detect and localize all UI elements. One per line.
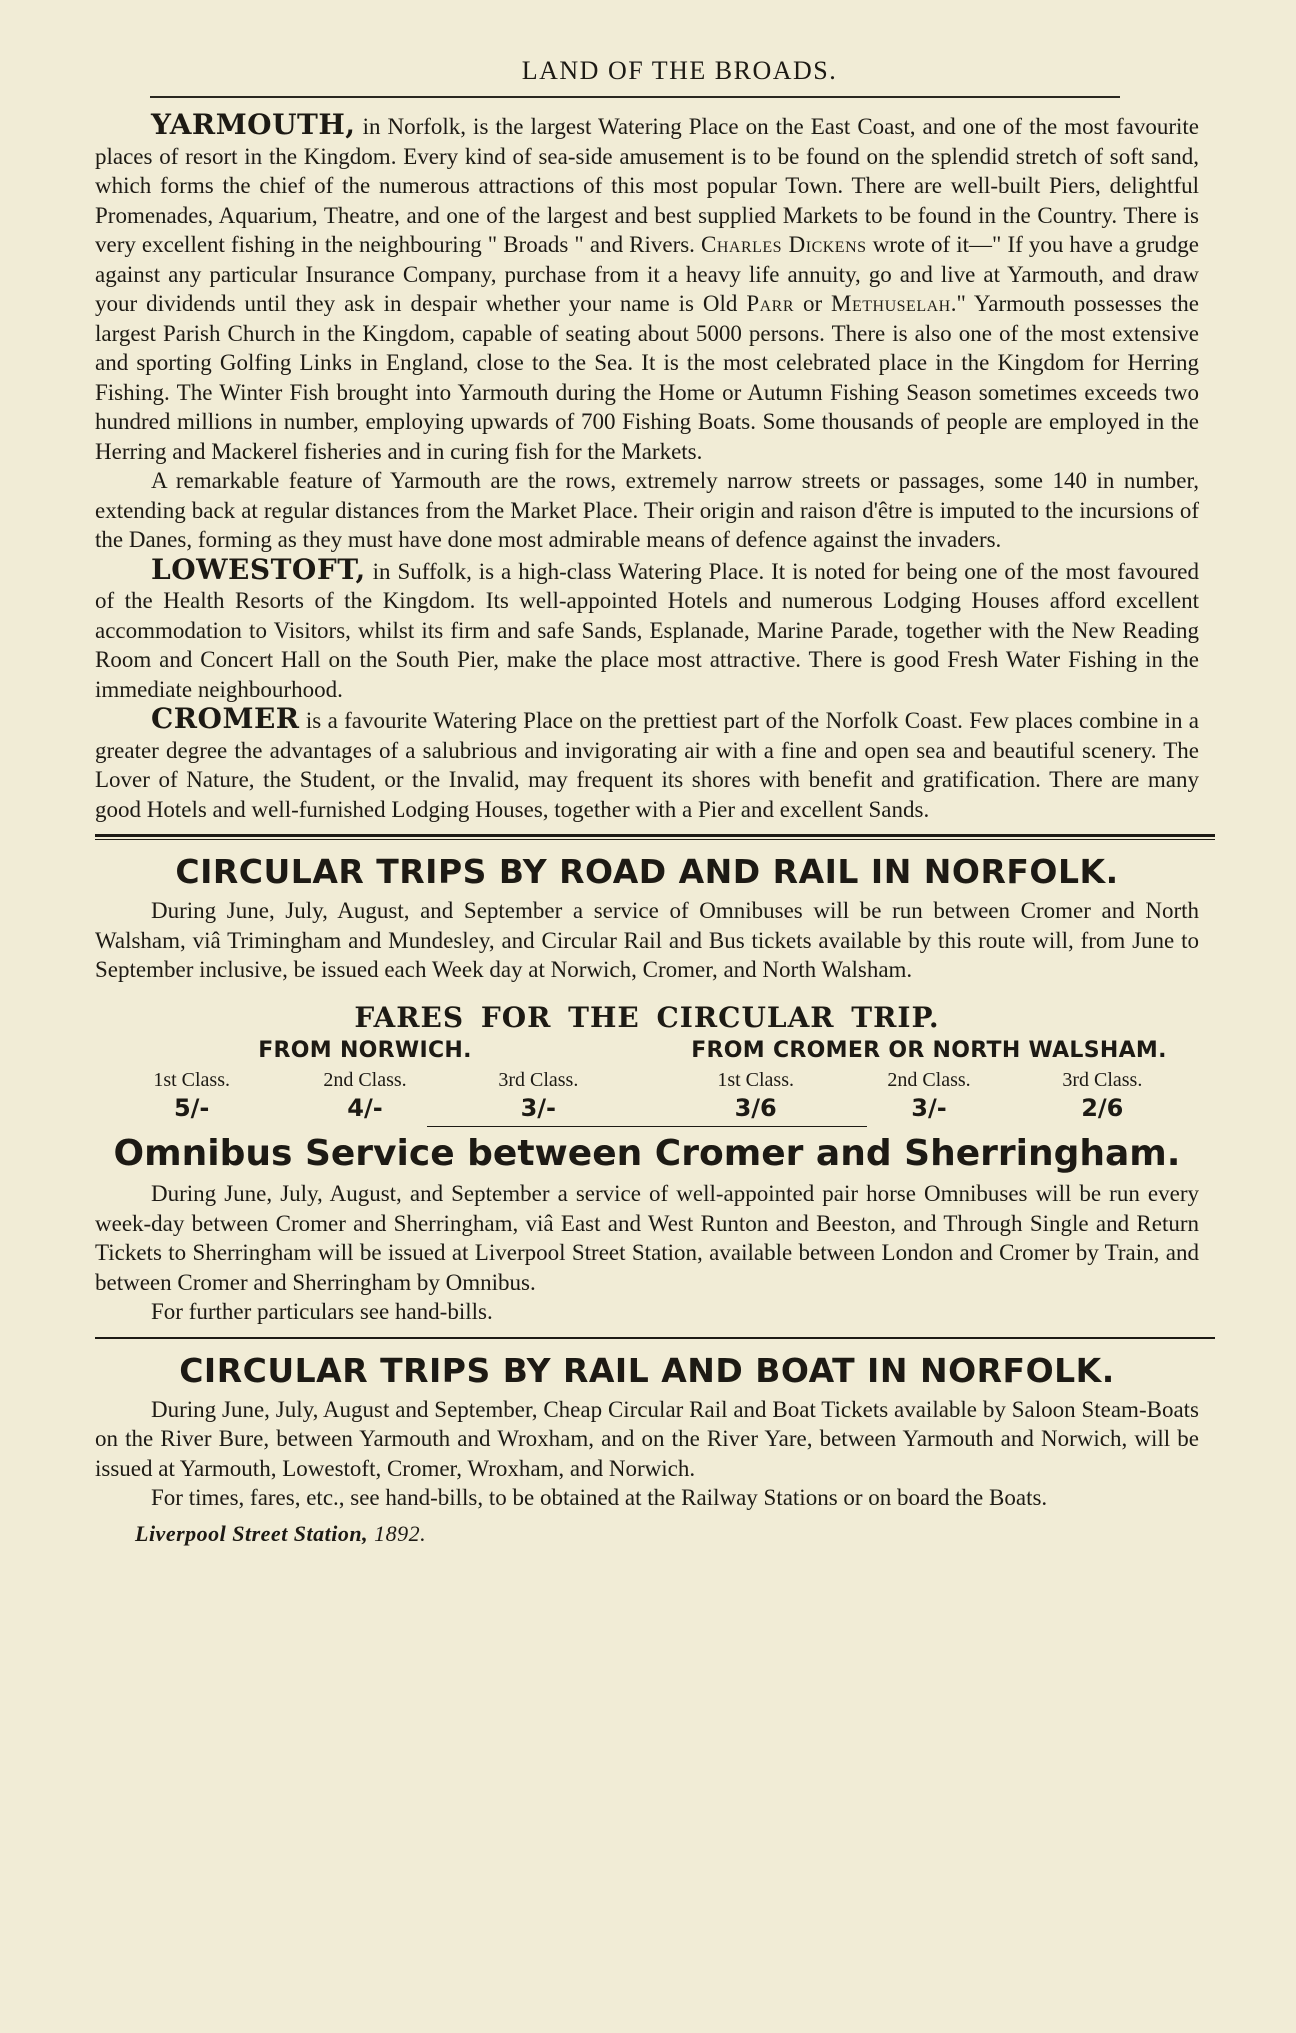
rail-boat-body: During June, July, August and September, Cheap Circular Rail and Boat Tickets available by Saloon Steam-Boats on the River Bure, between Yarmouth and Wroxham, and on the River Yare, between Yarmouth and Norwich, will be issued at Yarmouth, Lowestoft, Cromer, Wroxham, and Norwich. (95, 1396, 1199, 1481)
fare-price: 4/- (347, 1093, 383, 1122)
fare-price: 3/- (520, 1093, 557, 1122)
fare-origin-norwich: FROM NORWICH. (258, 1037, 472, 1063)
yarmouth-rows-paragraph: A remarkable feature of Yarmouth are the rows, extremely narrow streets or passages, some 140 in number, extending back at regular distances from the Market Place. Their origin and raison d'être is imputed to the incursions of the Danes, forming as they must have done most admirable means of defence against the invaders. (95, 468, 1199, 552)
class-label: 1st Class. (717, 1068, 794, 1091)
fare-cell (1022, 1069, 1182, 1122)
name-methuselah: Methuselah (831, 291, 951, 316)
yarmouth-text-4: ." Yarmouth possesses the largest Parish Church in the Kingdom, capable of seating about 5000 persons. There is also one of the most extensive and sporting Golfing Links in England, close to the Sea. It is the most celebrated place in the Kingdom for Herring Fishing. The Winter Fish brought into Yarmouth during the Home or Autumn Fishing Season sometimes exceeds two hundred millions in number, employing upwards of 700 Fishing Boats. Some thousands of people are employed in the Herring and Mackerel fisheries and in curing fish for the Markets. (95, 291, 1200, 464)
section-divider (95, 1337, 1215, 1339)
header-rule (150, 96, 1120, 98)
fares-table (95, 1038, 1199, 1122)
signature (135, 1521, 1199, 1547)
yarmouth-paragraph (95, 110, 1199, 466)
signature-year: 1892. (374, 1520, 427, 1546)
running-head: LAND OF THE BROADS. (521, 56, 838, 85)
fares-from-cromer (669, 1038, 1189, 1122)
cromer-paragraph (95, 704, 1199, 824)
lowestoft-text: in Suffolk, is a high-class Watering Place. It is noted for being one of the most favoured of the Health Resorts of the Kingdom. Its well-appointed Hotels and numerous Lodging Houses afford excellent accommodation to Visitors, whilst its firm and safe Sands, Esplanade, Marine Parade, together with the New Reading Room and Concert Hall on the South Pier, make the place most attractive. There is good Fresh Water Fishing in the immediate neighbourhood. (95, 558, 1199, 702)
author-name: Charles Dickens (701, 232, 867, 257)
cromer-text: is a favourite Watering Place on the prettiest part of the Norfolk Coast. Few places combine in a greater degree the advantages of a salubrious and invigorating air with a fine and open sea and beautiful scenery. The Lover of Nature, the Student, or the Invalid, may frequent its shores with benefit and gratification. There are many good Hotels and well-furnished Lodging Houses, together with a Pier and excellent Sands. (95, 708, 1199, 822)
yarmouth-text-3: or (794, 291, 832, 316)
fare-cell (849, 1069, 1009, 1122)
fare-row-cromer (669, 1069, 1189, 1122)
omnibus-body: During June, July, August, and September a service of well-appointed pair horse Omnibuses will be run every week-day between Cromer and Sherringham, viâ East and West Runton and Beeston, and Through Single and Return Tickets to Sherringham will be issued at Liverpool Street Station, available between London and Cromer by Train, and between Cromer and Sherringham by Omnibus. (95, 1181, 1199, 1295)
yarmouth-text-2: wrote of it—" If you have a grudge against any particular Insurance Company, purchase from it a heavy life annuity, go and live at Yarmouth, and draw your dividends until they ask in despair whether your name is Old (95, 232, 1200, 316)
fare-price: 2/6 (1081, 1093, 1124, 1122)
fare-cell (285, 1069, 445, 1122)
yarmouth-name: YARMOUTH, (151, 108, 356, 141)
fares-rule (427, 1126, 867, 1128)
class-label: 3rd Class. (498, 1068, 579, 1091)
name-parr: Parr (746, 291, 795, 316)
signature-place: Liverpool Street Station, (135, 1520, 369, 1546)
fare-cell (112, 1069, 272, 1122)
road-rail-body: During June, July, August, and September a service of Omnibuses will be run between Cromer and North Walsham, viâ Trimingham and Mundesley, and Circular Rail and Bus tickets available by this route will, from June to September inclusive, be issued each Week day at Norwich, Cromer, and North Walsham. (95, 898, 1199, 982)
fare-row-norwich (105, 1069, 625, 1122)
road-rail-heading: CIRCULAR TRIPS BY ROAD AND RAIL IN NORFOLK. (175, 852, 1119, 891)
omnibus-heading: Omnibus Service between Cromer and Sherringham. (113, 1133, 1181, 1174)
section-divider (95, 834, 1215, 840)
class-label: 2nd Class. (887, 1068, 971, 1091)
fare-price: 3/- (911, 1093, 947, 1122)
fare-price: 3/6 (734, 1093, 777, 1122)
fare-cell (458, 1069, 618, 1122)
fare-cell (676, 1069, 836, 1122)
fare-price: 5/- (173, 1093, 210, 1122)
lowestoft-name: LOWESTOFT, (151, 552, 366, 586)
class-label: 3rd Class. (1062, 1068, 1143, 1091)
yarmouth-text-1: in Norfolk, is the largest Watering Place on the East Coast, and one of the most favourite places of resort in the Kingdom. Every kind of sea-side amusement is to be found on the splendid stretch of soft sand, which forms the chief of the numerous attractions of this most popular Town. There are well-built Piers, delightful Promenades, Aquarium, Theatre, and one of the largest and best supplied Markets to be found in the Country. There is very excellent fishing in the neighbouring " Broads " and Rivers. (95, 114, 1199, 257)
fares-from-norwich (105, 1038, 625, 1122)
lowestoft-paragraph (95, 552, 1199, 705)
rail-boat-heading: CIRCULAR TRIPS BY RAIL AND BOAT IN NORFOLK. (179, 1350, 1115, 1390)
class-label: 2nd Class. (323, 1068, 407, 1091)
rail-boat-note: For times, fares, etc., see hand-bills, to be obtained at the Railway Stations or on board the Boats. (151, 1485, 1048, 1510)
fare-origin-cromer: FROM CROMER OR NORTH WALSHAM. (691, 1037, 1167, 1063)
fares-heading: FARES FOR THE CIRCULAR TRIP. (354, 1000, 940, 1034)
page (95, 56, 1199, 1547)
cromer-name: CROMER (151, 702, 300, 735)
class-label: 1st Class. (153, 1068, 230, 1091)
omnibus-note: For further particulars see hand-bills. (151, 1299, 493, 1324)
